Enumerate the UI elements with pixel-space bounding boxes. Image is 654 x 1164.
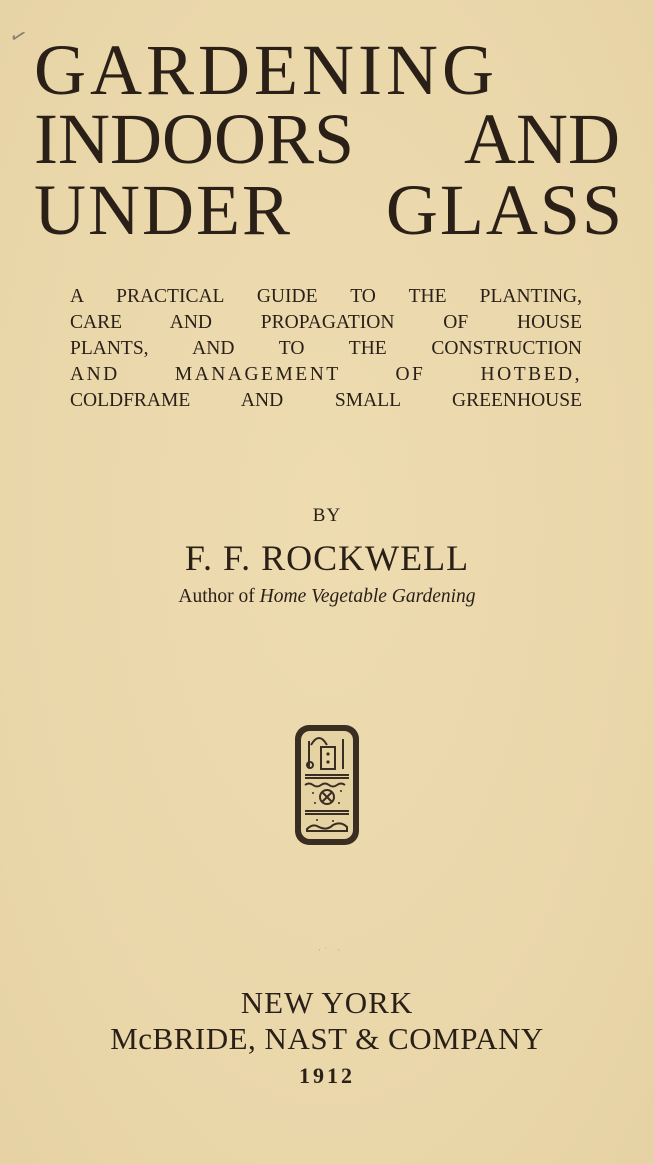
publication-year: 1912 bbox=[299, 1063, 355, 1088]
author-note bbox=[0, 586, 654, 608]
title-line-3: UNDER GLASS bbox=[34, 170, 624, 250]
pencil-checkmark: ✓ bbox=[6, 23, 30, 51]
ink-specks: ·˙ · bbox=[318, 946, 344, 955]
subtitle-line-2: CARE AND PROPAGATION OF HOUSE bbox=[70, 312, 582, 333]
by-label: BY bbox=[312, 505, 342, 526]
author-note-prefix: Author of bbox=[178, 586, 260, 607]
publisher-emblem-icon bbox=[293, 723, 361, 847]
subtitle-line-1: A PRACTICAL GUIDE TO THE PLANTING, bbox=[70, 286, 582, 307]
subtitle-line-5: COLDFRAME AND SMALL GREENHOUSE bbox=[70, 390, 582, 411]
subtitle-line-4: AND MANAGEMENT OF HOTBED, bbox=[70, 364, 582, 385]
publication-place: NEW YORK bbox=[240, 985, 414, 1020]
author-note-work: Home Vegetable Gardening bbox=[259, 586, 476, 607]
publisher-name: McBRIDE, NAST & COMPANY bbox=[110, 1021, 544, 1056]
author-name: F. F. ROCKWELL bbox=[184, 538, 470, 578]
title-line-2: INDOORS AND bbox=[34, 99, 620, 179]
subtitle-line-3: PLANTS, AND TO THE CONSTRUCTION bbox=[70, 338, 582, 359]
title-line-1: GARDENING bbox=[34, 30, 498, 110]
